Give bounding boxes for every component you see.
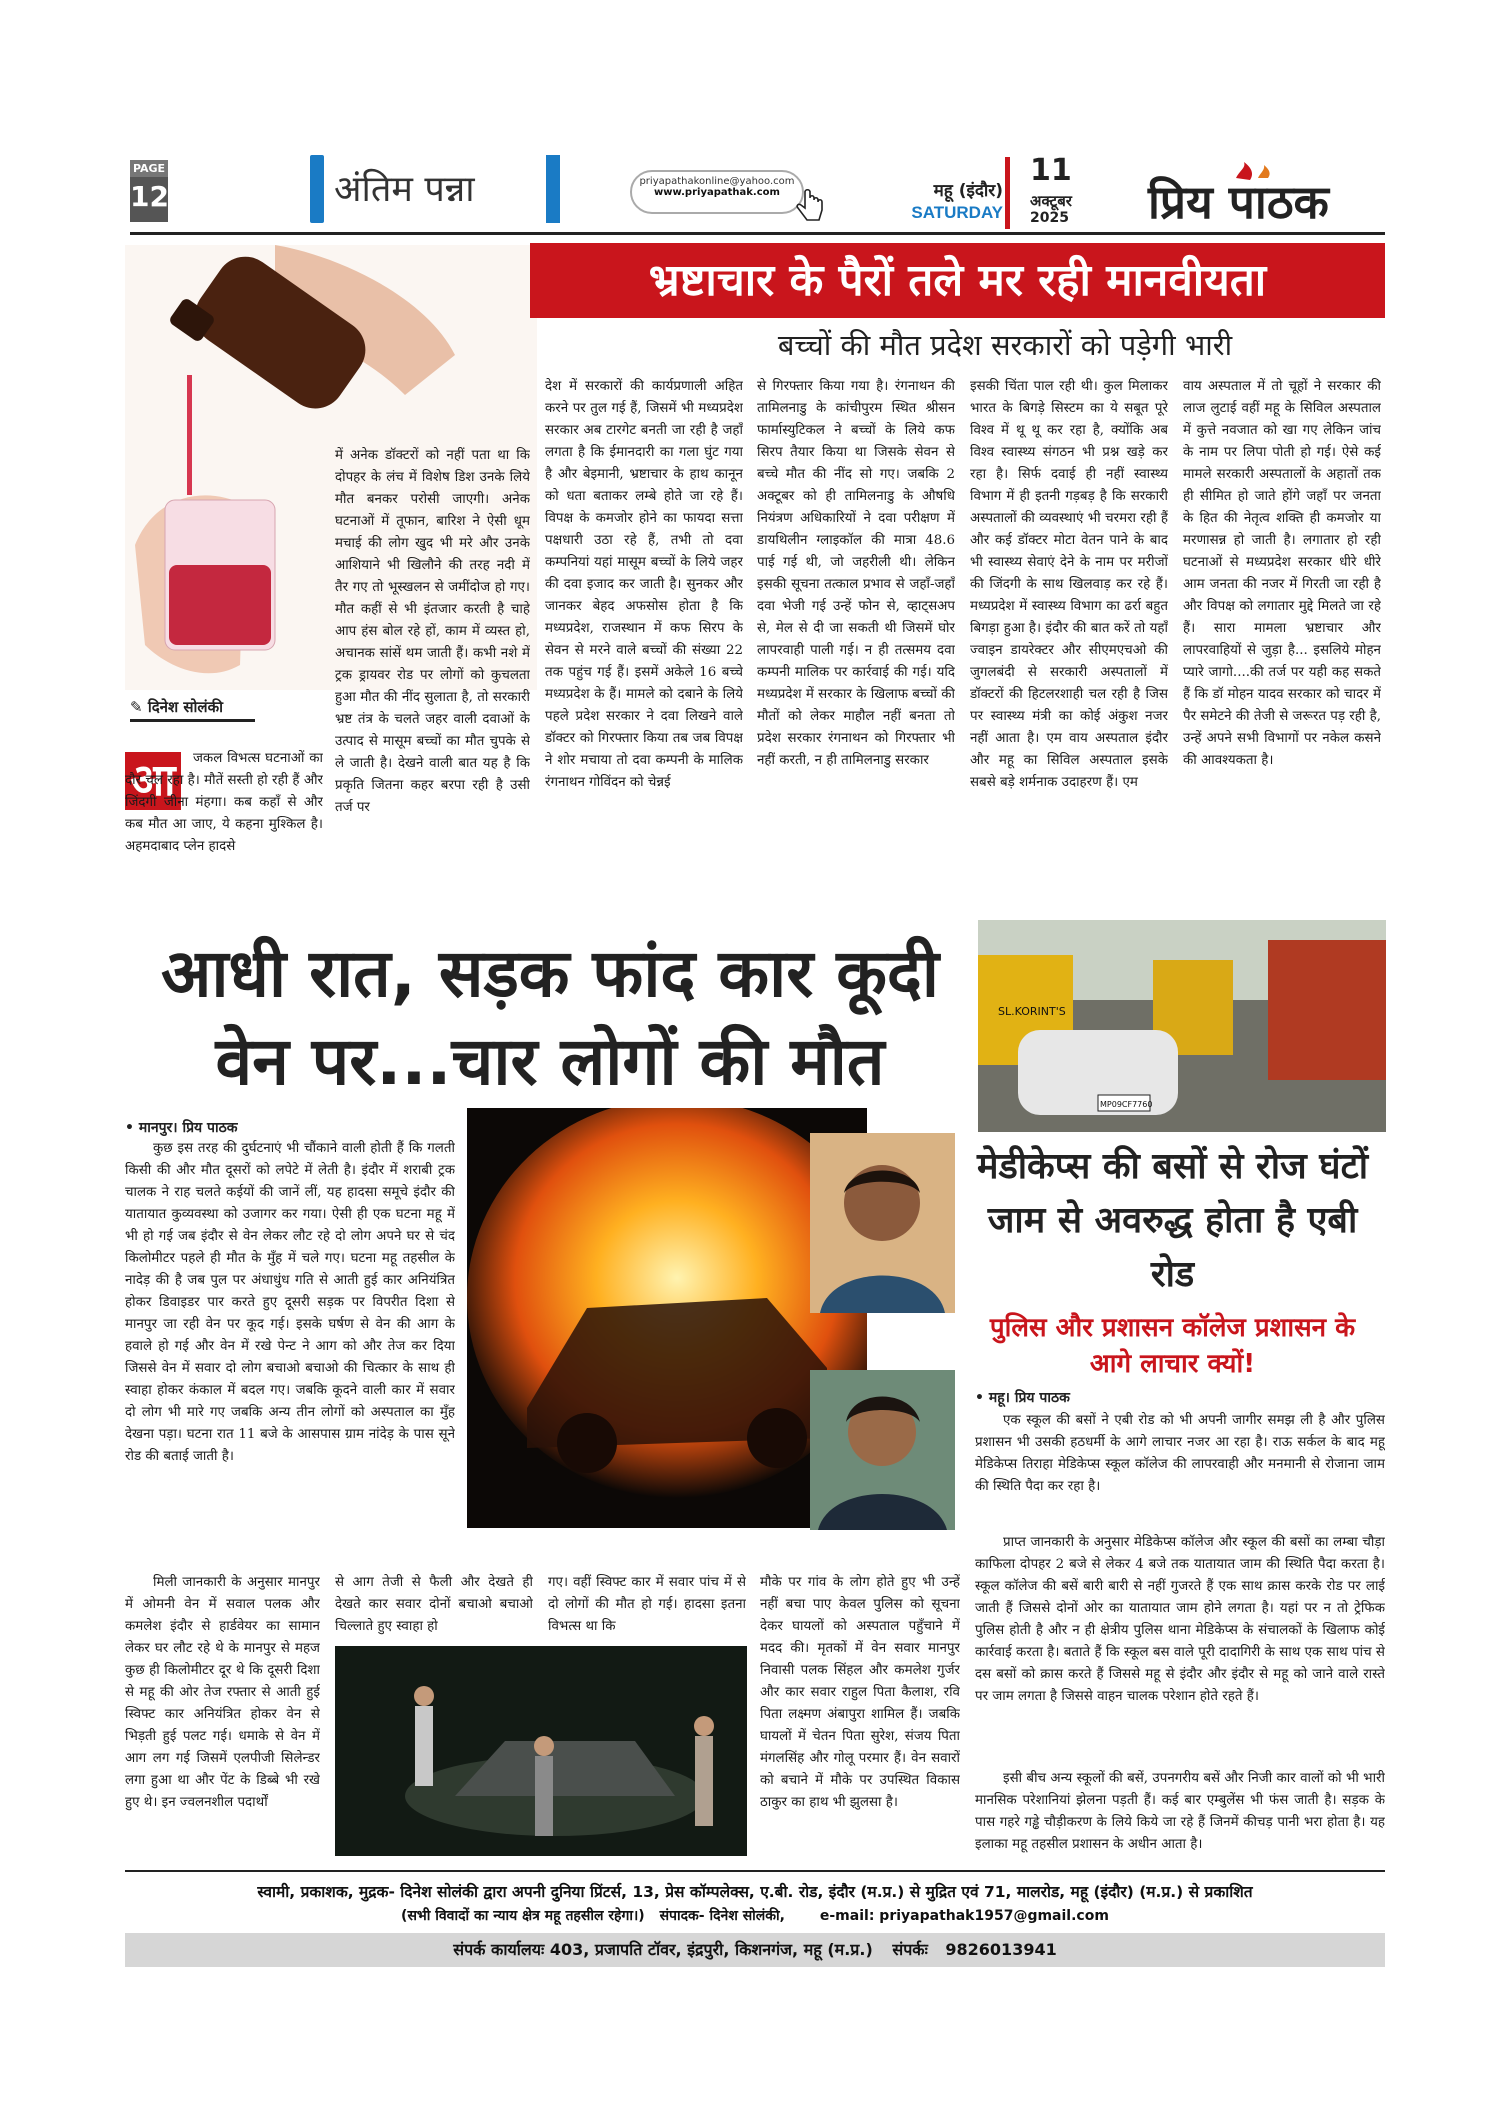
victim-photo-2: [810, 1370, 955, 1530]
story3-para1: एक स्कूल की बसों ने एबी रोड को भी अपनी जागीर समझ ली है और पुलिस प्रशासन भी उसकी हठधर्मी के आगे लाचार नजर आ रहा है। राऊ सर्कल के बाद महू मेडिकेप्स तिराहा मेडिकेप्स स्कूल कॉलेज की लापरवाही और मनमानी से रोजाना जाम की स्थिति पैदा कर रहा है।: [975, 1413, 1385, 1494]
story1-col4-text: से गिरफ्तार किया गया है। रंगनाथन की तामिलनाडु के कांचीपुरम स्थित श्रीसन फार्मास्युटिकल ने बच्चों के लिये कफ सिरप तैयार किया था जिसके सेवन से बच्चे मौत की नींद सो गए। जबकि 2 अक्टूबर को ही तामिलनाडु के औषधि नियंत्रण अधिकारियों ने दवा परीक्षण में डायथिलीन ग्लाइकॉल की मात्रा 48.6 पाई गई थी, जो जहरीली थी। लेकिन इसकी सूचना तत्काल प्रभाव से जहाँ-जहाँ दवा भेजी गई उन्हें फोन से, व्हाट्सअप से, मेल से दी जा सकती थी जिसमें घोर लापरवाही पाली गई। न ही तत्समय दवा कम्पनी मालिक पर कार्रवाई की गई। यदि मध्यप्रदेश में सरकार के खिलाफ बच्चों की मौतों को लेकर माहौल नहीं बनता तो प्रदेश सरकार रंगनाथन को गिरफ्तार भी नहीं करती, न ही तामिलनाडु सरकार: [757, 379, 955, 768]
phone-label: संपर्कः: [892, 1940, 928, 1959]
office-address: संपर्क कार्यालयः 403, प्रजापति टॉवर, इंद्रपुरी, किशनगंज, महू (म.प्र.): [453, 1940, 873, 1959]
story3-byline-name: प्रिय पाठक: [1014, 1390, 1070, 1406]
author-rule: [130, 719, 255, 722]
masthead-title: प्रिय पाठक: [1148, 175, 1329, 229]
contact-bar: [125, 1933, 1385, 1967]
story2-col1-text: मिली जानकारी के अनुसार मानपुर में ओमनी वेन में सवाल पलक और कमलेश इंदौर से हार्डवेयर का सामान लेकर घर लौट रहे थे के मानपुर से महज कुछ ही किलोमीटर दूर थे कि दूसरी दिशा से महू की ओर तेज रफ्तार से आती हुई स्विफ्ट कार अनियंत्रित होकर वेन से भिड़ती हुई पलट गई। धमाके से वेन में आग लग गई जिसमें एलपीजी सिलेन्डर लगा हुआ था और पेंट के डिब्बे भी रखे हुए थे। इन ज्वलनशील पदार्थों: [125, 1575, 320, 1810]
pen-icon: ✎: [130, 698, 143, 716]
story3-para2: प्राप्त जानकारी के अनुसार मेडिकेप्स कॉलेज और स्कूल की बसों का लम्बा चौड़ा काफिला दोपहर 2 बजे से लेकर 4 बजे तक यातायात जाम की स्थिति पैदा करता है। स्कूल कॉलेज की बसें बारी बारी से नहीं गुजरते हैं एक साथ क्रास करके रोड पर लाई जाती हैं जिससे दोनों ओर का यातायात जाम होने लगता है। यहां पर न तो ट्रेफिक पुलिस होती है और न ही क्षेत्रीय पुलिस थाना मेडिकेप्स के संचालकों के खिलाफ कोई कार्रवाई करता है। बताते हैं कि स्कूल बस वाले पूरी दादागिरी के साथ एक साथ पांच से दस बसों को क्रास करते हैं जिससे महू से इंदौर और इंदौर से महू को जाने वाले रास्ते पर जाम लगता है जिससे वाहन चालक परेशान होते रहते हैं।: [975, 1535, 1385, 1704]
bus-text: SL.KORINT'S: [998, 1005, 1066, 1018]
victim-photo-1: [810, 1133, 955, 1313]
footer-rule: [125, 1870, 1385, 1872]
story3-subhead: पुलिस और प्रशासन कॉलेज प्रशासन के आगे लाचार क्यों!: [989, 1313, 1356, 1379]
story2-headline-line1: आधी रात, सड़क फांद कार कूदी: [160, 935, 940, 1012]
contact-email[interactable]: priyapathakonline@yahoo.com: [639, 176, 795, 187]
dropcap: आ: [125, 752, 181, 810]
story2-byline-name: प्रिय पाठक: [182, 1120, 238, 1136]
story1-col2-text: में अनेक डॉक्टरों को नहीं पता था कि दोपहर के लंच में विशेष डिश उनके लिये मौत बनकर परोसी जाएगी। अनेक घटनाओं में तूफान, बारिश ने ऐसी धूम मचाई की लोग खुद भी मरे और उनके आशियाने भी खिलौने की तरह नदी में तैर गए तो भूस्खलन से जमींदोज हो गए। मौत कहीं से भी इंतजार करती है चाहे आप हंस बोल रहे हों, काम में व्यस्त हो, अचानक सांसें थम जाती हैं। कभी नशे में ट्रक ड्रायवर रोड पर लोगों को कुचलता हुआ मौत की नींद सुलाता है, तो सरकारी भ्रष्ट तंत्र के चलते जहर वाली दवाओं के उत्पाद से मासूम बच्चों का मौत चुपके से ले जाती है। देखने वाली बात यह है कि प्रकृति जितना कहर बरपा रही है उसी तर्ज पर: [335, 448, 530, 815]
date-divider: [1005, 157, 1010, 229]
burning-car-photo: [467, 1108, 867, 1528]
story2-headline: [120, 930, 980, 1106]
masthead-logo: [1148, 160, 1383, 232]
story2-col2-text: से आग तेजी से फैली और देखते ही देखते कार सवार दोनों बचाओ बचाओ चिल्लाते हुए स्वाहा हो: [335, 1575, 533, 1634]
story2-lead-text: कुछ इस तरह की दुर्घटनाएं भी चौंकाने वाली होती हैं कि गलती किसी की और मौत दूसरों को लपेटे में लेती है। इंदौर में शराबी ट्रक चालक ने राह चलते कईयों की जानें लीं, यह हादसा समूचे इंदौर की यातायात कुव्यवस्था को उजागर कर गया। ऐसी ही एक घटना महू में भी हो गई जब इंदौर से वेन लेकर लौट रहे दो लोग अपने घर से चंद किलोमीटर पहले ही मौत के मुँह में चले गए। घटना महू तहसील के नादेड़ की है जब पुल पर अंधाधुंध गति से आती हुई कार अनियंत्रित होकर डिवाइडर पार करते हुए दूसरी सड़क पर विपरीत दिशा से मानपुर जा रही वेन पर कूद गई। इसके घर्षण से वेन की आग के हवाले हो गई और वेन में रखे पेन्ट ने आग को और तेज कर दिया जिससे वेन में सवार दो लोग बचाओ बचाओ की चित्कार के साथ ही स्वाहा होकर कंकाल में बदल गए। जबकि कूदने वाली कार में सवार दो लोग भी मारे गए जबकि अन्य तीन लोगों को अस्पताल का मुँह देखना पड़ा। घटना रात 11 बजे के आसपास ग्राम नांदेड़ के पास सूने रोड की बताई जाती है।: [125, 1141, 455, 1464]
email-label: e-mail:: [819, 1908, 875, 1924]
story1-subhead: बच्चों की मौत प्रदेश सरकारों को पड़ेगी भारी: [777, 328, 1233, 362]
place-name: महू (इंदौर): [933, 181, 1003, 201]
bracket-right: [546, 155, 560, 223]
pointer-hand-icon: [795, 188, 825, 226]
bracket-left: [310, 155, 324, 223]
story3-byline: [975, 1388, 1070, 1407]
jurisdiction-note: (सभी विवादों का न्याय क्षेत्र महू तहसील रहेगा।): [401, 1908, 645, 1924]
editor-credit: संपादक- दिनेश सोलंकी,: [659, 1908, 785, 1924]
story1-col1-text: जकल विभत्स घटनाओं का दौर चल रहा है। मौतें सस्ती हो रही हैं और जिंदगी जीना मंहगा। कब कहाँ से और कब मौत आ जाए, ये कहना मुश्किल है। अहमदाबाद प्लेन हादसे: [125, 751, 323, 854]
story1-col3-text: देश में सरकारों की कार्यप्रणाली अहित करने पर तुल गई हैं, जिसमें भी मध्यप्रदेश सरकार अब टारगेट बनती जा रही है जहाँ लगता है कि ईमानदारी का गला घुंट गया है और बेइमानी, भ्रष्टाचार के हाथ कानून को धता बताकर लम्बे होते जा रहे हैं। विपक्ष के कमजोर होने का फायदा सत्ता पक्षधारी उठा रहे हैं, तभी तो दवा कम्पनियां यहां मासूम बच्चों के लिये जहर की दवा इजाद कर जाती है। सुनकर और जानकर बेहद अफसोस होता है कि मध्यप्रदेश, राजस्थान में कफ सिरप के सेवन से मरने वाले बच्चों की संख्या 22 तक पहुंच गई हैं। इसमें अकेले 16 बच्चे मध्यप्रदेश के हैं। मामले को दबाने के लिये पहले प्रदेश सरकार ने दवा लिखने वाले डॉक्टर को गिरफ्तार किया तब जब विपक्ष ने शोर मचाया तो दवा कम्पनी के मालिक रंगनाथन गोविंदन को चेन्नई: [545, 379, 743, 790]
story2-col4-text: मौके पर गांव के लोग होते हुए भी उन्हें नहीं बचा पाए केवल पुलिस को सूचना देकर घायलों को अस्पताल पहुँचाने में मदद की। मृतकों में वेन सवार मानपुर निवासी पलक सिंहल और कमलेश गुर्जर और कार सवार राहुल पिता कैलाश, रवि पिता लक्ष्मण अंबापुरा शामिल हैं। जबकि घायलों में चेतन पिता सुरेश, संजय पिता मंगलसिंह और गोलू परमार हैं। वेन सवारों को बचाने में मौके पर उपस्थित विकास ठाकुर का हाथ भी झुलसा है।: [760, 1575, 960, 1810]
footer-email[interactable]: priyapathak1957@gmail.com: [879, 1908, 1109, 1924]
website-link[interactable]: www.priyapathak.com: [654, 187, 780, 198]
imprint-line: स्वामी, प्रकाशक, मुद्रक- दिनेश सोलंकी द्वारा अपनी दुनिया प्रिंटर्स, 13, प्रेस कॉम्पलेक्स, ए.बी. रोड, इंदौर (म.प्र.) से मुद्रित एवं 71, मालरोड, महू (इंदौर) (म.प्र.) से प्रकाशित: [257, 1883, 1253, 1901]
contact-oval: [630, 170, 804, 214]
story3-byline-place: • महू।: [975, 1390, 1010, 1406]
weekday: SATURDAY: [911, 203, 1003, 222]
story2-headline-line2: वेन पर...चार लोगों की मौत: [215, 1023, 885, 1100]
date-year: 2025: [1030, 210, 1069, 226]
story1-col6-text: वाय अस्पताल में तो चूहों ने सरकार की लाज लुटाई वहीं महू के सिविल अस्पताल में कुत्ते नवजात को खा गए लेकिन जांच के नाम पर लिपा पोती हो गई। ऐसे कई मामले सरकारी अस्पतालों के अहातों तक ही सीमित हो जाते होंगे जहाँ पर जनता के हित की नेतृत्व शक्ति ही कमजोर या मरणासन्न हो जाती है। लगातार हो रही घटनाओं से मध्यप्रदेश सरकार धीरे धीरे आम जनता की नजर में गिरती जा रही है और विपक्ष को लगातार मुद्दे मिलते जा रहे हैं। सारा मामला भ्रष्टाचार और लापरवाहियों से जुड़ा है... इसलिये मोहन प्यारे जागो....की तर्ज पर यही कह सकते हैं कि डॉ मोहन यादव सरकार को चादर में पैर समेटने की तेजी से जरूरत पड़ रही है, उन्हें अपने सभी विभागों पर नकेल कसने की आवश्यकता है।: [1183, 379, 1381, 768]
traffic-jam-photo: [978, 920, 1386, 1132]
imprint-line2: [125, 1906, 1385, 1925]
page-number-box: [130, 160, 168, 222]
author-name: दिनेश सोलंकी: [147, 698, 224, 716]
accident-scene-photo: [335, 1646, 747, 1856]
page-number: 12: [130, 180, 169, 213]
date-month: अक्टूबर: [1030, 192, 1072, 210]
header-rule: [130, 232, 1385, 235]
section-title: अंतिम पन्ना: [334, 169, 475, 210]
author-credit: [130, 697, 223, 717]
story1-col5-text: इसकी चिंता पाल रही थी। कुल मिलाकर भारत के बिगड़े सिस्टम का ये सबूत पूरे विश्व में थू थू कर रहा है, क्योंकि अब विश्व स्वास्थ्य संगठन भी प्रश्न खड़े कर रहा है। सिर्फ दवाई ही नहीं स्वास्थ्य विभाग में ही इतनी गड़बड़ है कि सरकारी अस्पतालों की व्यवस्थाएं भी चरमरा रही हैं और कई डॉक्टर मोटा वेतन पाने के बाद भी स्वास्थ्य सेवाएं देने के नाम पर मरीजों की जिंदगी के साथ खिलवाड़ कर रहे हैं। मध्यप्रदेश में स्वास्थ्य विभाग का ढर्रा बहुत बिगड़ा हुआ है। इंदौर की बात करें तो यहाँ ज्वाइन डायरेक्टर और सीएमएचओ की जुगलबंदी से सरकारी अस्पतालों में डॉक्टरों की हिटलरशाही चल रही है जिस पर स्वास्थ्य मंत्री का कोई अंकुश नजर नहीं आता है। एम वाय अस्पताल इंदौर और महू का सिविल अस्पताल इसके सबसे बड़े शर्मनाक उदाहरण हैं। एम: [970, 379, 1168, 790]
story2-col3-text: गए। वहीं स्विफ्ट कार में सवार पांच में से दो लोगों की मौत हो गई। हादसा इतना विभत्स था कि: [548, 1575, 746, 1634]
phone-number[interactable]: 9826013941: [945, 1940, 1057, 1959]
story3-para3: इसी बीच अन्य स्कूलों की बसें, उपनगरीय बसें और निजी कार वालों को भी भारी मानसिक परेशानियां झेलना पड़ती हैं। कई बार एम्बुलेंस भी फंस जाती है। सड़क के पास गहरे गड्ढे चौड़ीकरण के लिये किये जा रहे हैं जिनमें कीचड़ पानी भरा होता है। यह इलाका महू तहसील प्रशासन के अधीन आता है।: [975, 1771, 1385, 1852]
page-label: PAGE: [130, 160, 168, 177]
story3-headline: मेडीकेप्स की बसों से रोज घंटों जाम से अवरुद्ध होता है एबी रोड: [976, 1146, 1369, 1295]
date-day: 11: [1030, 153, 1072, 188]
section-title-box: [310, 155, 560, 223]
story2-byline: [125, 1118, 238, 1137]
story2-byline-place: • मानपुर।: [125, 1120, 178, 1136]
story1-headline: भ्रष्टाचार के पैरों तले मर रही मानवीयता: [530, 243, 1385, 318]
plate-text: MP09CF7760: [1100, 1100, 1153, 1109]
